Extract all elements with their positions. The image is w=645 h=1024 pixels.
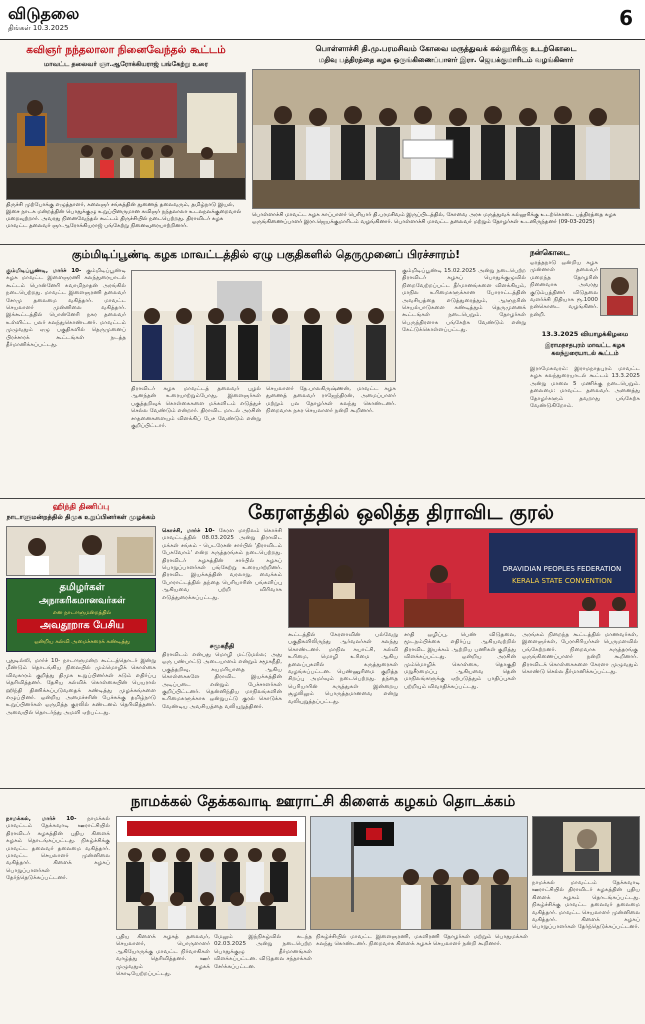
promo-footer: ஒன்றிய கல்வி அமைச்சரைக் கண்டித்து — [34, 639, 130, 645]
article-body-donation — [252, 42, 640, 242]
article-subhead: நாடாளுமன்றத்தில் திமுக உறுப்பினர்கள் முழக்கம் — [6, 513, 156, 521]
article-column-5: நாமக்கல் மாவட்டம் தேக்கவாடி ஊராட்சியில் திராவிடர் கழகத்தின் புதிய கிளைக் கழகம் தொடங்கப்பட்டது. நிகழ்ச்சிக்கு மாவட்ட தலைவர் தலைமை வகித்தார். மாவட்ட செயலாளர் முன்னிலை வகித்தார். கிளைக் கழகப் பொறுப்பாளர்கள் தேர்ந்தெடுக்கப்பட்டனர். — [532, 880, 640, 931]
mp-photo — [6, 526, 156, 576]
page-header — [0, 0, 645, 40]
event-date-heading: 13.3.2025 வியாழக்கிழமை — [541, 330, 629, 338]
dateline: கொச்சி, மார்ச் 10- — [162, 528, 215, 534]
column-text: கும்மிடிப்பூண்டி கழக மாவட்ட இளைஞரணி கலந்துரையாடல் கூட்டம் பொன்னேரி சுவாமிநாதன் அரங்கில் நடைபெற்றது. மாவட்ட இளைஞரணி தலைவர் சோமு தலைமை வகித்தார். மாவட்ட செயலாளர் முன்னிலை வகித்தார். இக்கூட்டத்தில் பொன்னேரி நகர தலைவர் உள்ளிட்ட பலர் கலந்துகொண்டனர். மாவட்டம் முழுவதும் ஏழு பகுதிகளில் தெருமுனைப் பிரச்சாரக் கூட்டங்கள் நடத்த தீர்மானிக்கப்பட்டது. — [6, 268, 126, 349]
column-text: கேரள மாநிலம் கொச்சி மாவட்டத்தில் 08.03.2025 அன்று திராவிட மக்கள் சங்கம் - பெடரேசன் சார்பில் 'திராவிடம் பேசுவோம்' என்ற கருத்தரங்கம் நடைபெற்றது. திராவிடர் கழகத்தின் சார்பில் கழகப் பொறுப்பாளர்கள் பங்கேற்று உரையாற்றினர். திராவிட இயக்கத்தின் வரலாறு, வைக்கம் போராட்டத்தில் தந்தை பெரியாரின் பங்களிப்பு ஆகியவை பற்றி விரிவாக எடுத்துரைக்கப்பட்டது. — [162, 528, 282, 601]
event-text: இராமேசுவரம்: இராமநாதபுரம் மாவட்ட கழக கலந்துரையாடல் கூட்டம் 13.3.2025 அன்று மாலை 5 மணிக்கு நடைபெறும். தலைமை: மாவட்ட தலைவர். அனைத்து தோழர்களும் தவறாது பங்கேற்க வேண்டுகிறோம். — [530, 366, 640, 410]
promo-line: என நாடாளுமன்றத்தில் — [52, 610, 112, 616]
article-subhead: மாவட்ட தலைவர் ஞா.ஆரோக்கியராஜ் பங்கேற்று உரை — [44, 60, 208, 68]
article-headline: பொள்ளாச்சி தி.மு.பரமசிவம் கோவை மருத்துவக் கல்லூரிக்கு உடற்கொடை — [315, 44, 577, 53]
photo-caption: திருச்சி முற்போக்கு எழுத்தாளர், கலைஞர் சங்கத்தின் துணைத் தலைவரும், தமிழ்நாடு இயல், இசை நாடக மன்றத்தின் பொதுக்குழு உறுப்பினருமான கவிஞர் நந்தலாலா உடலநலக்குறைவால் மறைவுற்றார். அவரது நினைவேந்தல் கூட்டம் திருச்சியில் நடைபெற்றது. திராவிடர் கழக மாவட்ட தலைவர் ஞா.ஆரோக்கியராஜ் பங்கேற்று நினைவுரையாற்றினார். — [6, 202, 242, 229]
divider — [0, 244, 645, 245]
convention-photo — [288, 528, 638, 628]
branch-photo — [116, 816, 306, 930]
article-kummidipoondi — [6, 246, 526, 496]
article-nandalala-memorial — [6, 42, 246, 240]
group-photo — [252, 69, 640, 209]
page-number: 6 — [619, 6, 633, 30]
section-subhead: சமூகநீதி — [209, 642, 235, 650]
article-column-3: சாதி ஒழிப்பு, பெண் விடுதலை, மூடநம்பிக்கை எதிர்ப்பு ஆகியவற்றில் திராவிட இயக்கம் ஆற்றிய பணிகள் குறித்து விளக்கப்பட்டது. ஒன்றிய அரசின் மும்மொழிக் கொள்கை, தொகுதி மறுசீரமைப்பு ஆகியவை தென் மாநிலங்களுக்கு ஏற்படுத்தும் பாதிப்புகள் பற்றியும் விவாதிக்கப்பட்டது. — [404, 632, 516, 690]
article-column-3: மேலும் இந்நிகழ்வில் கடந்த 02.03.2025 அன்று நடைபெற்ற பொதுக்குழு தீர்மானங்கள் விளக்கப்பட்டன. விடுதலை சந்தாக்கள் சேர்க்கப்பட்டன. — [214, 934, 312, 970]
issue-date: திங்கள் 10.3.2025 — [8, 24, 69, 32]
article-headline: கேரளத்தில் ஒலித்த திராவிட குரல் — [248, 500, 554, 524]
dateline: நாமக்கல், மார்ச் 10- — [6, 816, 77, 822]
flag-photo — [310, 816, 528, 930]
article-headline: கும்மிடிப்பூண்டி கழக மாவட்டத்தில் ஏழு பகுதிகளில் தெருமுனைப் பிரச்சாரம்! — [71, 248, 461, 261]
article-headline: கவிஞர் நந்தலாலா நினைவேந்தல் கூட்டம் — [26, 44, 226, 56]
dateline: கும்மிடிப்பூண்டி, மார்ச் 10- — [6, 268, 82, 274]
article-column-2: கூட்டத்தில் கேரளாவின் பல்வேறு பகுதிகளிலிருந்து ஆர்வலர்கள் கலந்து கொண்டனர். மாநில சுயாட்சி, கல்வி உரிமை, மொழி உரிமை ஆகிய தலைப்புகளில் கருத்துரைகள் வழங்கப்பட்டன. பெண்ணுரிமை குறித்த சிறப்பு அமர்வும் நடைபெற்றது. தந்தை பெரியாரின் கருத்துகள் இன்றைய சூழலிலும் பொருத்தமானவை என்று வலியுறுத்தப்பட்டது. — [288, 632, 398, 705]
article-column-2: புதிய கிளைக் கழகத் தலைவர், செயலாளர், பொருளாளர் ஆகியோருக்கு மாவட்ட நிர்வாகிகள் வாழ்த்து தெரிவித்தனர். ஊர் முழுவதும் கழகக் கொடியேற்றப்பட்டது. — [116, 934, 210, 978]
meeting-photo — [131, 270, 396, 382]
periyar-portrait — [532, 816, 640, 876]
event-sub-heading: இராமநாதபுரம் மாவட்ட கழக கலந்துரையாடல் கூட்டம் — [544, 342, 626, 357]
article-column-2: திராவிடர் கழக மாவட்டத் தலைவர் புழல் ஆனந்தன் உரையாற்றும்போது, இளைஞர்கள் பகுத்தறிவுக் கொள்கைகளை மக்களிடம் எடுத்துச் செல்ல வேண்டும் என்றார். திராவிட மாடல் அரசின் சாதனைகளையும் விளக்கிப் பேச வேண்டும் என்று குறிப்பிட்டார். — [131, 386, 261, 430]
column-text: நாமக்கல் மாவட்டம் தேக்கவாடி ஊராட்சியில் திராவிடர் கழகத்தின் புதிய கிளைக் கழகம் தொடங்கப்பட்டது. நிகழ்ச்சிக்கு மாவட்ட தலைவர் தலைமை வகித்தார். மாவட்ட செயலாளர் முன்னிலை வகித்தார். கிளைக் கழகப் பொறுப்பாளர்கள் தேர்ந்தெடுக்கப்பட்டனர். — [6, 816, 110, 882]
banner-subtext: KERALA STATE CONVENTION — [512, 577, 612, 585]
article-column-4: நிகழ்ச்சியில் மாவட்ட இளைஞரணி, மகளிரணி தோழர்கள் மற்றும் பொதுமக்கள் கலந்து கொண்டனர். நிறைவாக கிளைக் கழகச் செயலாளர் நன்றி கூறினார். — [316, 934, 528, 948]
article-column-1 — [6, 816, 110, 1020]
masthead: விடுதலை — [8, 4, 80, 23]
obituary-box — [530, 246, 640, 496]
article-headline: நாமக்கல் தேக்கவாடி ஊராட்சி கிளைக் கழகம் தொடக்கம் — [130, 792, 516, 810]
photo-caption: பொள்ளாச்சி மாவட்ட கழக காப்பாளர் பெரியார் தி.பரமசிவம் இருப்பிடத்தில், கோவை அரசு மருத்துவக் கல்லூரிக்கு உடற்கொடை பத்திரத்தை கழக ஒருங்கிணைப்பாளர் இரா.ஜெயக்குமாரிடம் வழங்கினார். பொள்ளாச்சி மாவட்ட தலைவர் மற்றும் தோழர்கள் உடனிருந்தனர் (09-03-2025) — [252, 212, 617, 225]
article-body: புதுடில்லி, மார்ச் 10- நாடாளுமன்ற கூட்டத்தொடர் இன்று மீண்டும் தொடங்கிய நிலையில் மும்மொழிக் கொள்கை விவகாரம் குறித்து திமுக உறுப்பினர்கள் கடும் எதிர்ப்பு தெரிவித்தனர். தேசிய கல்விக் கொள்கையின் பெயரால் ஹிந்தி திணிக்கப்படுவதைக் கண்டித்து முழக்கங்களை எழுப்பினர். ஒன்றிய அமைச்சரின் பேச்சுக்கு தமிழ்நாடு உறுப்பினர்கள் ஒருமித்த குரலில் கண்டனம் தெரிவித்தனர். அவையில் தொடர்ந்து அமளி ஏற்பட்டது. — [6, 658, 156, 716]
banner-text: DRAVIDIAN PEOPLES FEDERATION — [502, 565, 622, 573]
donation-text: ஒரத்தநாடு ஒன்றிய கழக முன்னாள் தலைவர் மறைந்த தோழரின் நினைவாக அவரது குடும்பத்தினர் விடுதலை வளர்ச்சி நிதியாக ரூ.1000 நன்கொடை வழங்கினர். நன்றி. — [530, 260, 598, 318]
article-kerala-dravidian-voice — [162, 500, 640, 785]
article-column-4: கும்மிடிப்பூண்டி 15.02.2025 அன்று நடைபெற்ற திராவிடர் கழகப் பொதுக்குழுவில் நிறைவேற்றப்பட்ட தீர்மானங்களை விளக்கியும், மாநில உரிமைகளுக்கான போராட்டத்தின் அவசியத்தை எடுத்துரைத்தும், ஆளுநரின் செயல்பாடுகளை கண்டித்தும் தெருமுனைக் கூட்டங்கள் நடைபெறும். தோழர்கள் பெருந்திரளாக பங்கேற்க வேண்டும் என்று கேட்டுக்கொள்ளப்பட்டது. — [402, 268, 526, 334]
article-column-1 — [162, 528, 282, 638]
promo-red-line: அவதூறாக பேசிய — [17, 619, 147, 633]
promo-title-2: அநாகரிகமானவர்கள் — [38, 596, 126, 606]
article-hindi-imposition — [6, 500, 156, 785]
promo-box — [6, 578, 156, 652]
event-photo — [6, 72, 246, 200]
article-column-4: அரங்கம் நிறைந்த கூட்டத்தில் மாணவர்கள், இளைஞர்கள், பேராசிரியர்கள் பெருமளவில் பங்கேற்றனர். நிறைவாக கருத்தரங்கு ஒருங்கிணைப்பாளர் நன்றி கூறினார். திராவிடக் கொள்கைகளை கேரளா முழுவதும் கொண்டு செல்ல தீர்மானிக்கப்பட்டது. — [522, 632, 638, 676]
box-heading: நன்கொடை — [530, 248, 570, 257]
portrait-photo — [600, 268, 638, 316]
article-column-1 — [6, 268, 126, 418]
article-namakkal-branch — [6, 790, 640, 1022]
promo-title: தமிழர்கள் — [59, 582, 105, 593]
divider — [0, 788, 645, 789]
divider — [0, 498, 645, 499]
article-subhead: மதிவு பத்திரத்தை கழக ஒருங்கிணைப்பாளர் இரா. ஜெயக்குமாரிடம் வழங்கினார் — [318, 56, 574, 64]
article-column-1b: திராவிடம் என்பது மொழி மட்டுமல்ல; அது ஒரு பண்பாட்டு அடையாளம் என்றும் சமூகநீதி, பகுத்தறிவு, சுயமரியாதை ஆகிய கொள்கைகளே திராவிட இயக்கத்தின் அடிப்படை என்றும் பேச்சாளர்கள் குறிப்பிட்டனர். தென்னிந்திய மாநிலங்களின் உரிமைகளுக்காக ஒன்றுபட்டு குரல் கொடுக்க வேண்டிய அவசியத்தை வலியுறுத்தினர். — [162, 652, 282, 710]
article-column-3: செயலாளர் தே.பாலகிருஷ்ணன், மாவட்ட கழக துணைத் தலைவர் ராஜேந்திரன், அமைப்பாளர் மற்றும் பல தோழர்கள் கலந்து கொண்டனர். நிறைவாக நகர செயலாளர் நன்றி கூறினார். — [266, 386, 396, 415]
article-headline: ஹிந்தி திணிப்பு — [52, 502, 110, 511]
